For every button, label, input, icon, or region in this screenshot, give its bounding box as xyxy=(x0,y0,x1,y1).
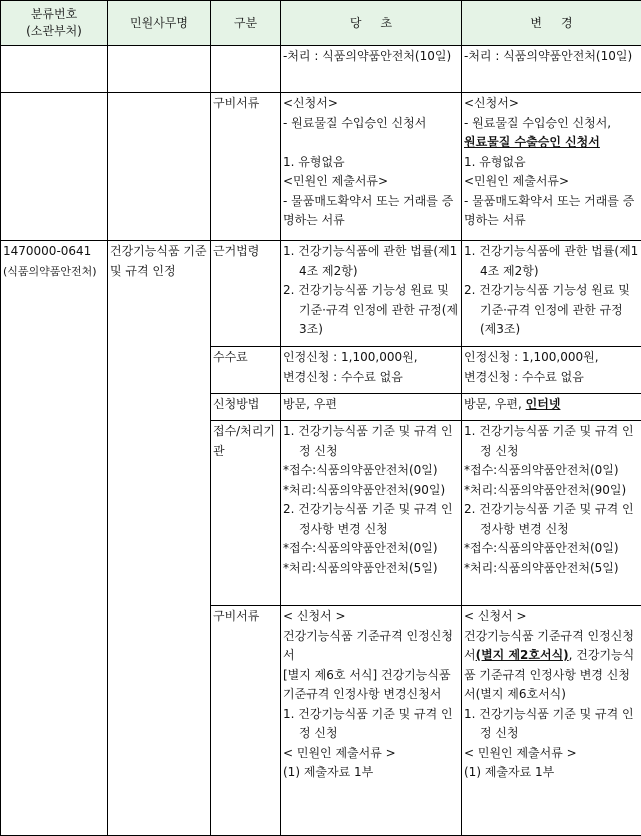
before-processing: -처리 : 식품의약품안전처(10일) xyxy=(281,46,462,93)
service-name-cell: 건강기능식품 기준 및 규격 인정 xyxy=(108,241,211,836)
prev-code-cell xyxy=(1,46,108,93)
after-documents: < 신청서 > 건강기능식품 기준규격 인정신청서(별지 제2호서식), 건강기능식품 기준규격 인정사항 변경 신청서(별지 제6호서식) 1. 건강기능식품 기준 및 규격 인정 신청 < 민원인 제출서류 > (1) 제출자료 1부 xyxy=(462,606,641,836)
after-processing: -처리 : 식품의약품안전처(10일) xyxy=(462,46,641,93)
header-after: 변 경 xyxy=(462,1,641,46)
table-row xyxy=(1,241,641,347)
after-documents: <신청서> - 원료물질 수입승인 신청서, 원료물질 수출승인 신청서 1. 유형없음 <민원인 제출서류> - 물품매도확약서 또는 거래를 증명하는 서류 xyxy=(462,93,641,241)
before-method: 방문, 우편 xyxy=(281,394,462,421)
header-row xyxy=(1,1,641,46)
changed-text: 원료물질 수출승인 신청서 xyxy=(464,133,639,153)
changed-text: 인터넷 xyxy=(526,397,561,411)
prev-label-cell xyxy=(211,46,281,93)
row-label-fee: 수수료 xyxy=(211,347,281,394)
header-classification: 분류번호 (소관부처) xyxy=(1,1,108,46)
table-row xyxy=(1,46,641,93)
after-agency: 1. 건강기능식품 기준 및 규격 인정 신청 *접수:식품의약품안전처(0일) *처리:식품의약품안전처(90일) 2. 건강기능식품 기준 및 규격 인정사항 변경 신청 *접수:식품의약품안전처(0일) *처리:식품의약품안전처(5일) xyxy=(462,421,641,606)
before-documents: <신청서> - 원료물질 수입승인 신청서 1. 유형없음 <민원인 제출서류> - 물품매도확약서 또는 거래를 증명하는 서류 xyxy=(281,93,462,241)
after-method: 방문, 우편, 인터넷 xyxy=(462,394,641,421)
prev-code-cell xyxy=(1,93,108,241)
before-law: 1. 건강기능식품에 관한 법률(제14조 제2항) 2. 건강기능식품 기능성 원료 및 기준·규격 인정에 관한 규정(제3조) xyxy=(281,241,462,347)
before-fee: 인정신청 : 1,100,000원, 변경신청 : 수수료 없음 xyxy=(281,347,462,394)
changed-text: (별지 제2호서식) xyxy=(476,648,569,662)
before-documents: < 신청서 > 건강기능식품 기준규격 인정신청서 [별지 제6호 서식] 건강기능식품 기준규격 인정사항 변경신청서 1. 건강기능식품 기준 및 규격 인정 신청 < 민원인 제출서류 > (1) 제출자료 1부 xyxy=(281,606,462,836)
row-label-agency: 접수/처리기관 xyxy=(211,421,281,606)
prev-name-cell xyxy=(108,93,211,241)
row-label-documents: 구비서류 xyxy=(211,606,281,836)
row-label-documents: 구비서류 xyxy=(211,93,281,241)
row-label-law: 근거법령 xyxy=(211,241,281,347)
ministry-name: (식품의약품안전처) xyxy=(3,262,105,282)
table-row xyxy=(1,93,641,241)
prev-name-cell xyxy=(108,46,211,93)
header-category: 구분 xyxy=(211,1,281,46)
header-service-name: 민원사무명 xyxy=(108,1,211,46)
before-agency: 1. 건강기능식품 기준 및 규격 인정 신청 *접수:식품의약품안전처(0일) *처리:식품의약품안전처(90일) 2. 건강기능식품 기준 및 규격 인정사항 변경 신청 *접수:식품의약품안전처(0일) *처리:식품의약품안전처(5일) xyxy=(281,421,462,606)
classification-cell xyxy=(1,241,108,836)
row-label-method: 신청방법 xyxy=(211,394,281,421)
after-fee: 인정신청 : 1,100,000원, 변경신청 : 수수료 없음 xyxy=(462,347,641,394)
after-law: 1. 건강기능식품에 관한 법률(제14조 제2항) 2. 건강기능식품 기능성 원료 및 기준·규격 인정에 관한 규정(제3조) xyxy=(462,241,641,347)
header-before: 당 초 xyxy=(281,1,462,46)
classification-code: 1470000-0641 xyxy=(3,242,105,262)
